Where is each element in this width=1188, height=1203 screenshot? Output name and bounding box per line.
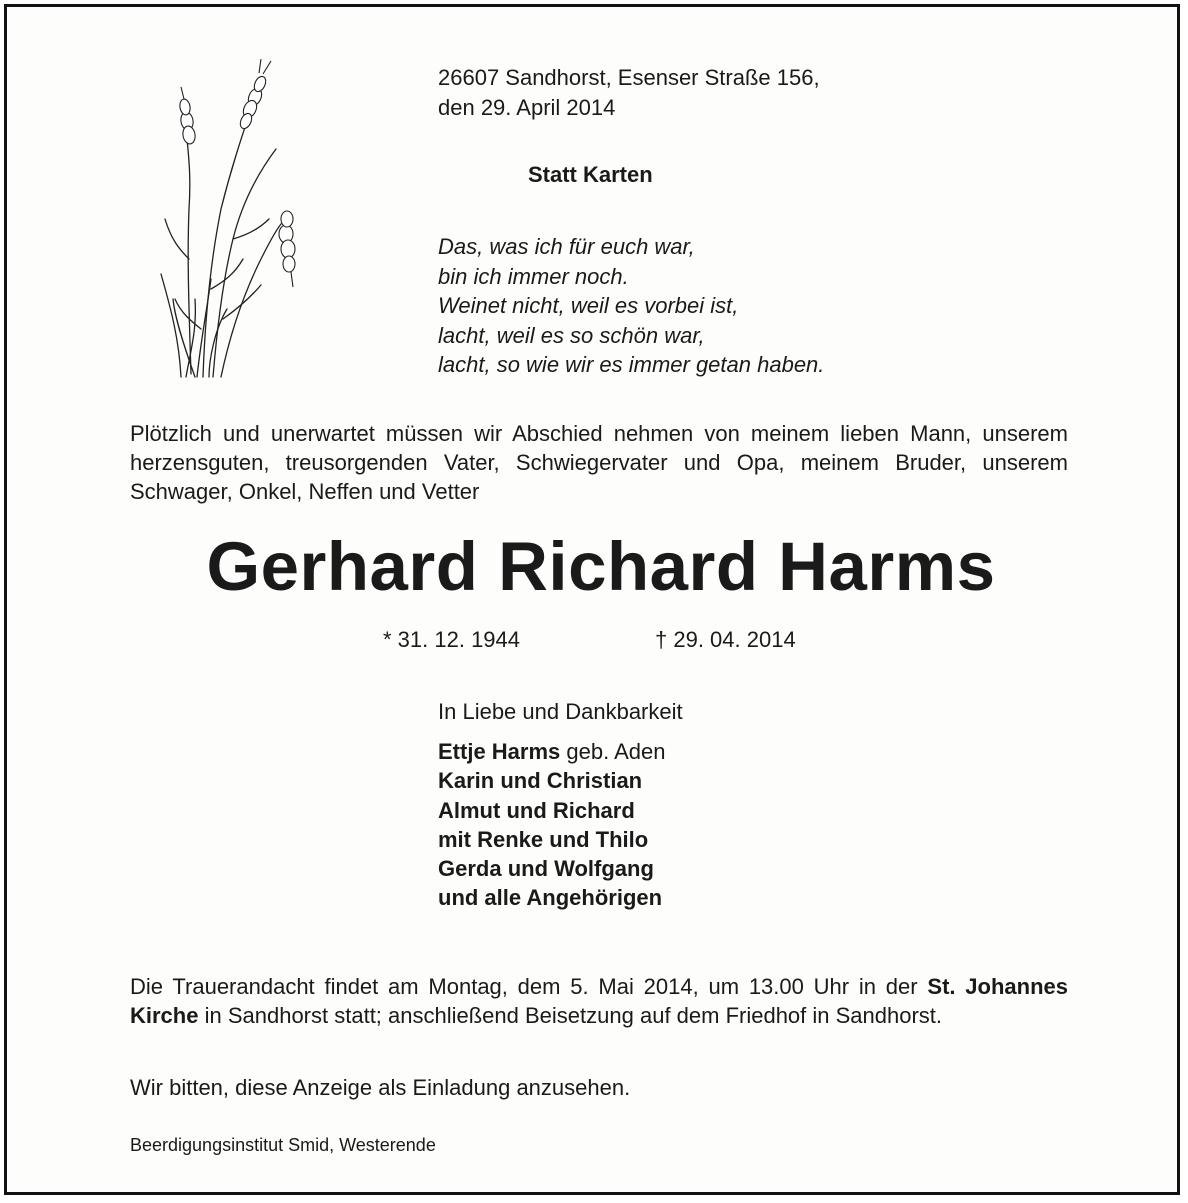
statt-karten-heading: Statt Karten xyxy=(528,162,653,187)
mourner-line: Almut und Richard xyxy=(438,797,635,823)
service-text: Die Trauerandacht findet am Montag, dem 5. Mai 2014, um 13.00 Uhr in der xyxy=(130,974,928,999)
wheat-ears-icon xyxy=(151,59,311,381)
deceased-name: Gerhard Richard Harms xyxy=(206,528,996,605)
poem-line: bin ich immer noch. xyxy=(438,263,629,289)
undertaker-credit: Beerdigungsinstitut Smid, Westerende xyxy=(130,1135,436,1155)
mourners-intro: In Liebe und Dankbarkeit xyxy=(438,699,683,724)
poem-line: lacht, weil es so schön war, xyxy=(438,322,705,348)
mourner-suffix: geb. Aden xyxy=(560,739,666,764)
service-paragraph xyxy=(130,972,1068,1030)
poem-line: lacht, so wie wir es immer getan haben. xyxy=(438,352,825,377)
poem-line: Das, was ich für euch war, xyxy=(438,234,695,259)
address-line: 26607 Sandhorst, Esenser Straße 156, xyxy=(438,65,820,90)
service-text: in Sandhorst statt; anschließend Beisetzung auf dem Friedhof in Sandhorst. xyxy=(198,1003,943,1028)
obituary-frame xyxy=(4,4,1180,1195)
mourner-line xyxy=(438,737,666,766)
mourner-line: Karin und Christian xyxy=(438,768,643,794)
mourner-name: Ettje Harms xyxy=(438,739,561,764)
church-name: St. Johannes Kirche xyxy=(130,974,1069,1028)
mourner-line: mit Renke und Thilo xyxy=(438,826,649,852)
poem-line: Weinet nicht, weil es vorbei ist, xyxy=(438,293,739,318)
intro-paragraph: Plötzlich und unerwartet müssen wir Abschied nehmen von meinem lieben Mann, unserem herzensguten, treusorgenden Vater, Schwiegervater und Opa, meinem Bruder, unserem Schwager, Onkel, Neffen und Vetter xyxy=(130,421,1068,504)
birth-date: * 31. 12. 1944 xyxy=(383,627,521,652)
mourner-line: und alle Angehörigen xyxy=(438,885,663,911)
date-line: den 29. April 2014 xyxy=(438,95,616,120)
death-date: † 29. 04. 2014 xyxy=(655,627,796,652)
invitation-note: Wir bitten, diese Anzeige als Einladung anzusehen. xyxy=(130,1075,631,1100)
poem xyxy=(438,232,824,380)
address-block xyxy=(438,63,820,123)
mourners-list xyxy=(438,737,666,913)
mourner-line: Gerda und Wolfgang xyxy=(438,856,654,882)
